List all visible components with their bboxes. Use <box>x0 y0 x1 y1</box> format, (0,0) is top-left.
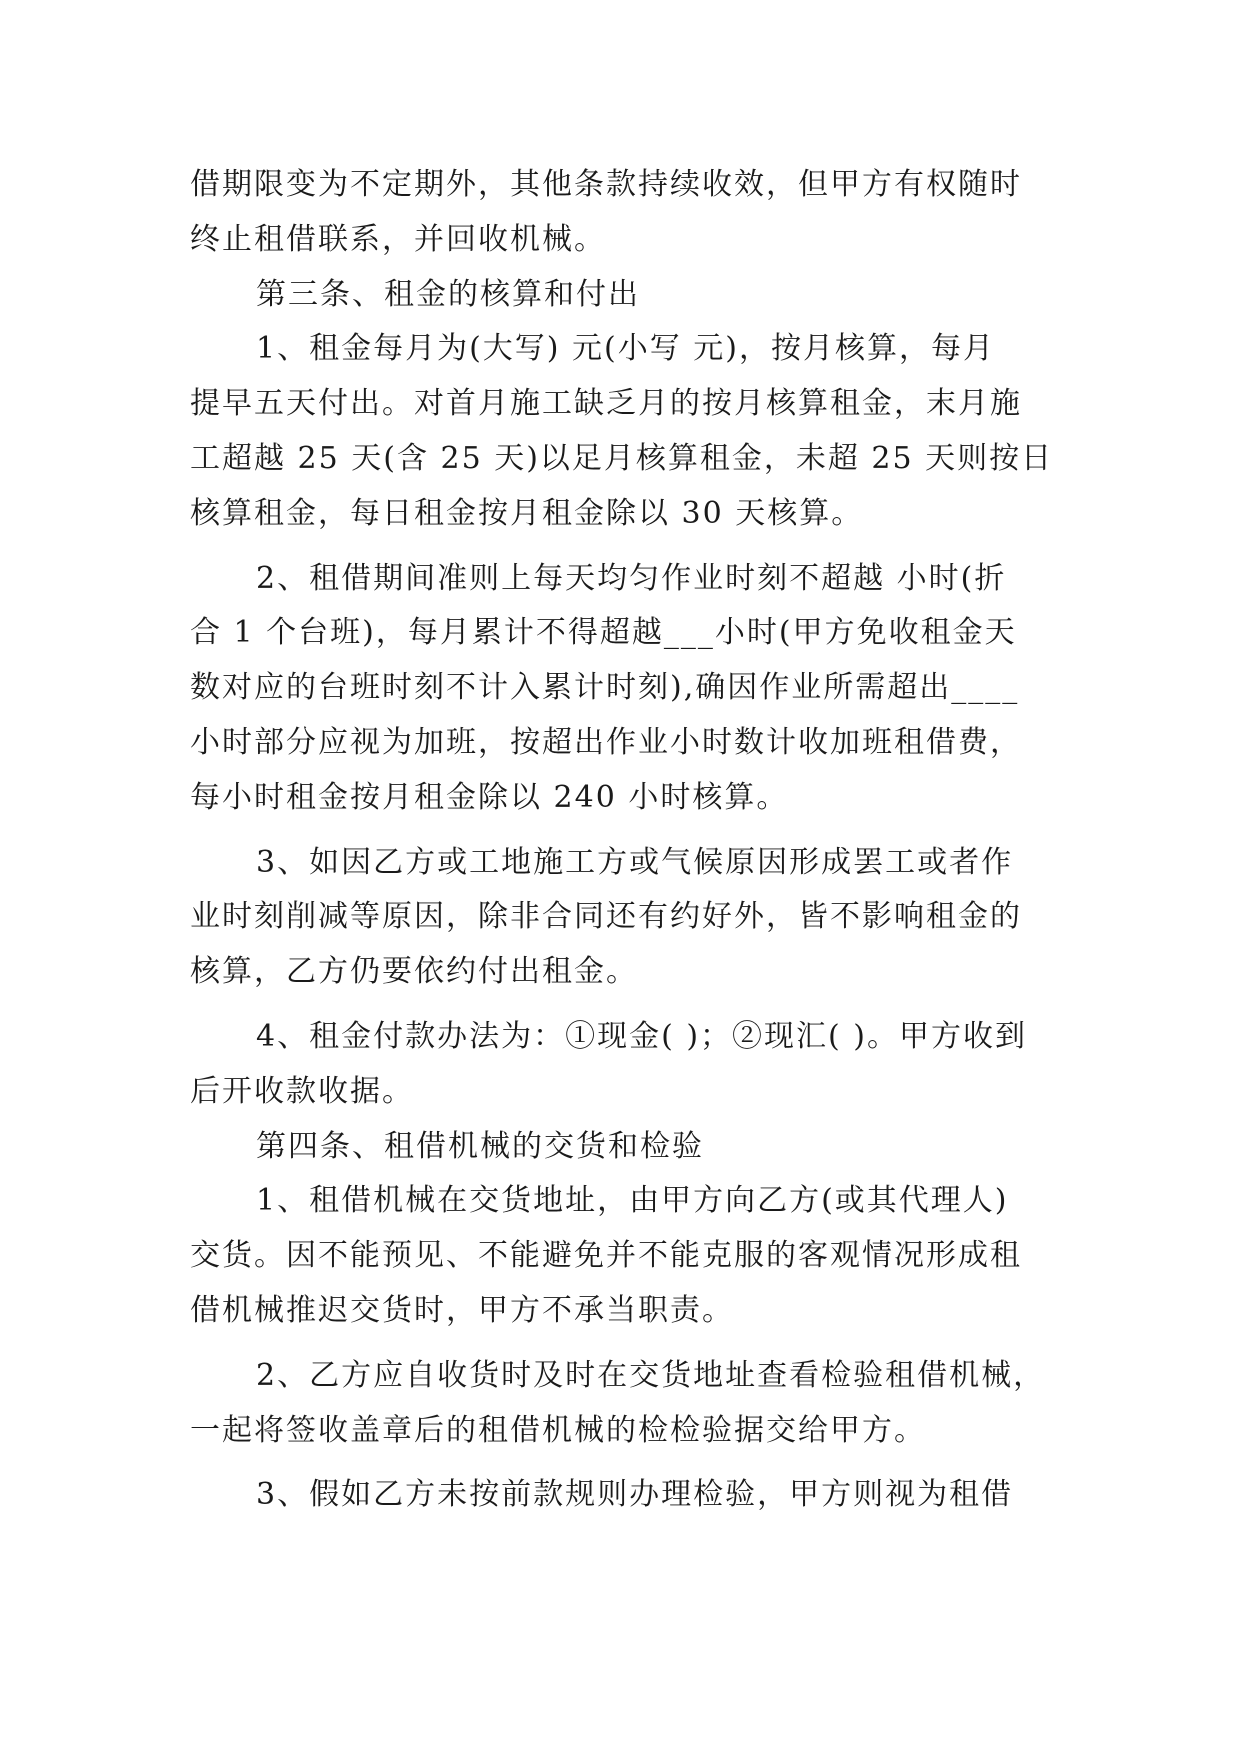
text-line: 1、租金每月为(大写) 元(小写 元)，按月核算，每月 <box>256 331 995 367</box>
text-line: 交货。因不能预见、不能避免并不能克服的客观情况形成租 <box>190 1238 1022 1274</box>
text-line: 2、乙方应自收货时及时在交货地址查看检验租借机械， <box>256 1357 1046 1393</box>
section-heading: 第三条、租金的核算和付出 <box>256 276 640 312</box>
text-line: 提早五天付出。对首月施工缺乏月的按月核算租金，末月施 <box>190 386 1022 422</box>
text-line: 后开收款收据。 <box>190 1073 414 1109</box>
section-heading: 第四条、租借机械的交货和检验 <box>256 1128 704 1164</box>
contract-text <box>190 158 1060 1523</box>
text-line: 借期限变为不定期外，其他条款持续收效，但甲方有权随时 <box>190 167 1022 202</box>
text-line: 工超越 25 天(含 25 天)以足月核算租金，未超 25 天则按日 <box>190 440 1054 476</box>
text-line: 3、如因乙方或工地施工方或气候原因形成罢工或者作 <box>256 844 1014 880</box>
text-line: 一起将签收盖章后的租借机械的检检验据交给甲方。 <box>190 1412 926 1448</box>
text-line: 数对应的台班时刻不计入累计时刻),确因作业所需超出____ <box>190 670 1020 706</box>
text-line: 合 1 个台班)，每月累计不得超越___小时(甲方免收租金天 <box>190 615 1017 651</box>
text-line: 业时刻削减等原因，除非合同还有约好外，皆不影响租金的 <box>190 899 1022 935</box>
text-line: 终止租借联系，并回收机械。 <box>190 221 606 257</box>
text-line: 4、租金付款办法为：①现金( )；②现汇( )。甲方收到 <box>256 1018 1027 1054</box>
text-line: 小时部分应视为加班，按超出作业小时数计收加班租借费， <box>190 724 1022 760</box>
text-line: 2、租借期间准则上每天均匀作业时刻不超越 小时(折 <box>256 560 1007 596</box>
text-line: 3、假如乙方未按前款规则办理检验，甲方则视为租借 <box>256 1477 1014 1513</box>
text-line: 借机械推迟交货时，甲方不承当职责。 <box>190 1292 734 1328</box>
text-line: 核算租金，每日租金按月租金除以 30 天核算。 <box>190 495 864 531</box>
text-line: 1、租借机械在交货地址，由甲方向乙方(或其代理人) <box>256 1183 1009 1219</box>
text-line: 每小时租金按月租金除以 240 小时核算。 <box>190 779 789 815</box>
text-line: 核算，乙方仍要依约付出租金。 <box>190 954 638 990</box>
